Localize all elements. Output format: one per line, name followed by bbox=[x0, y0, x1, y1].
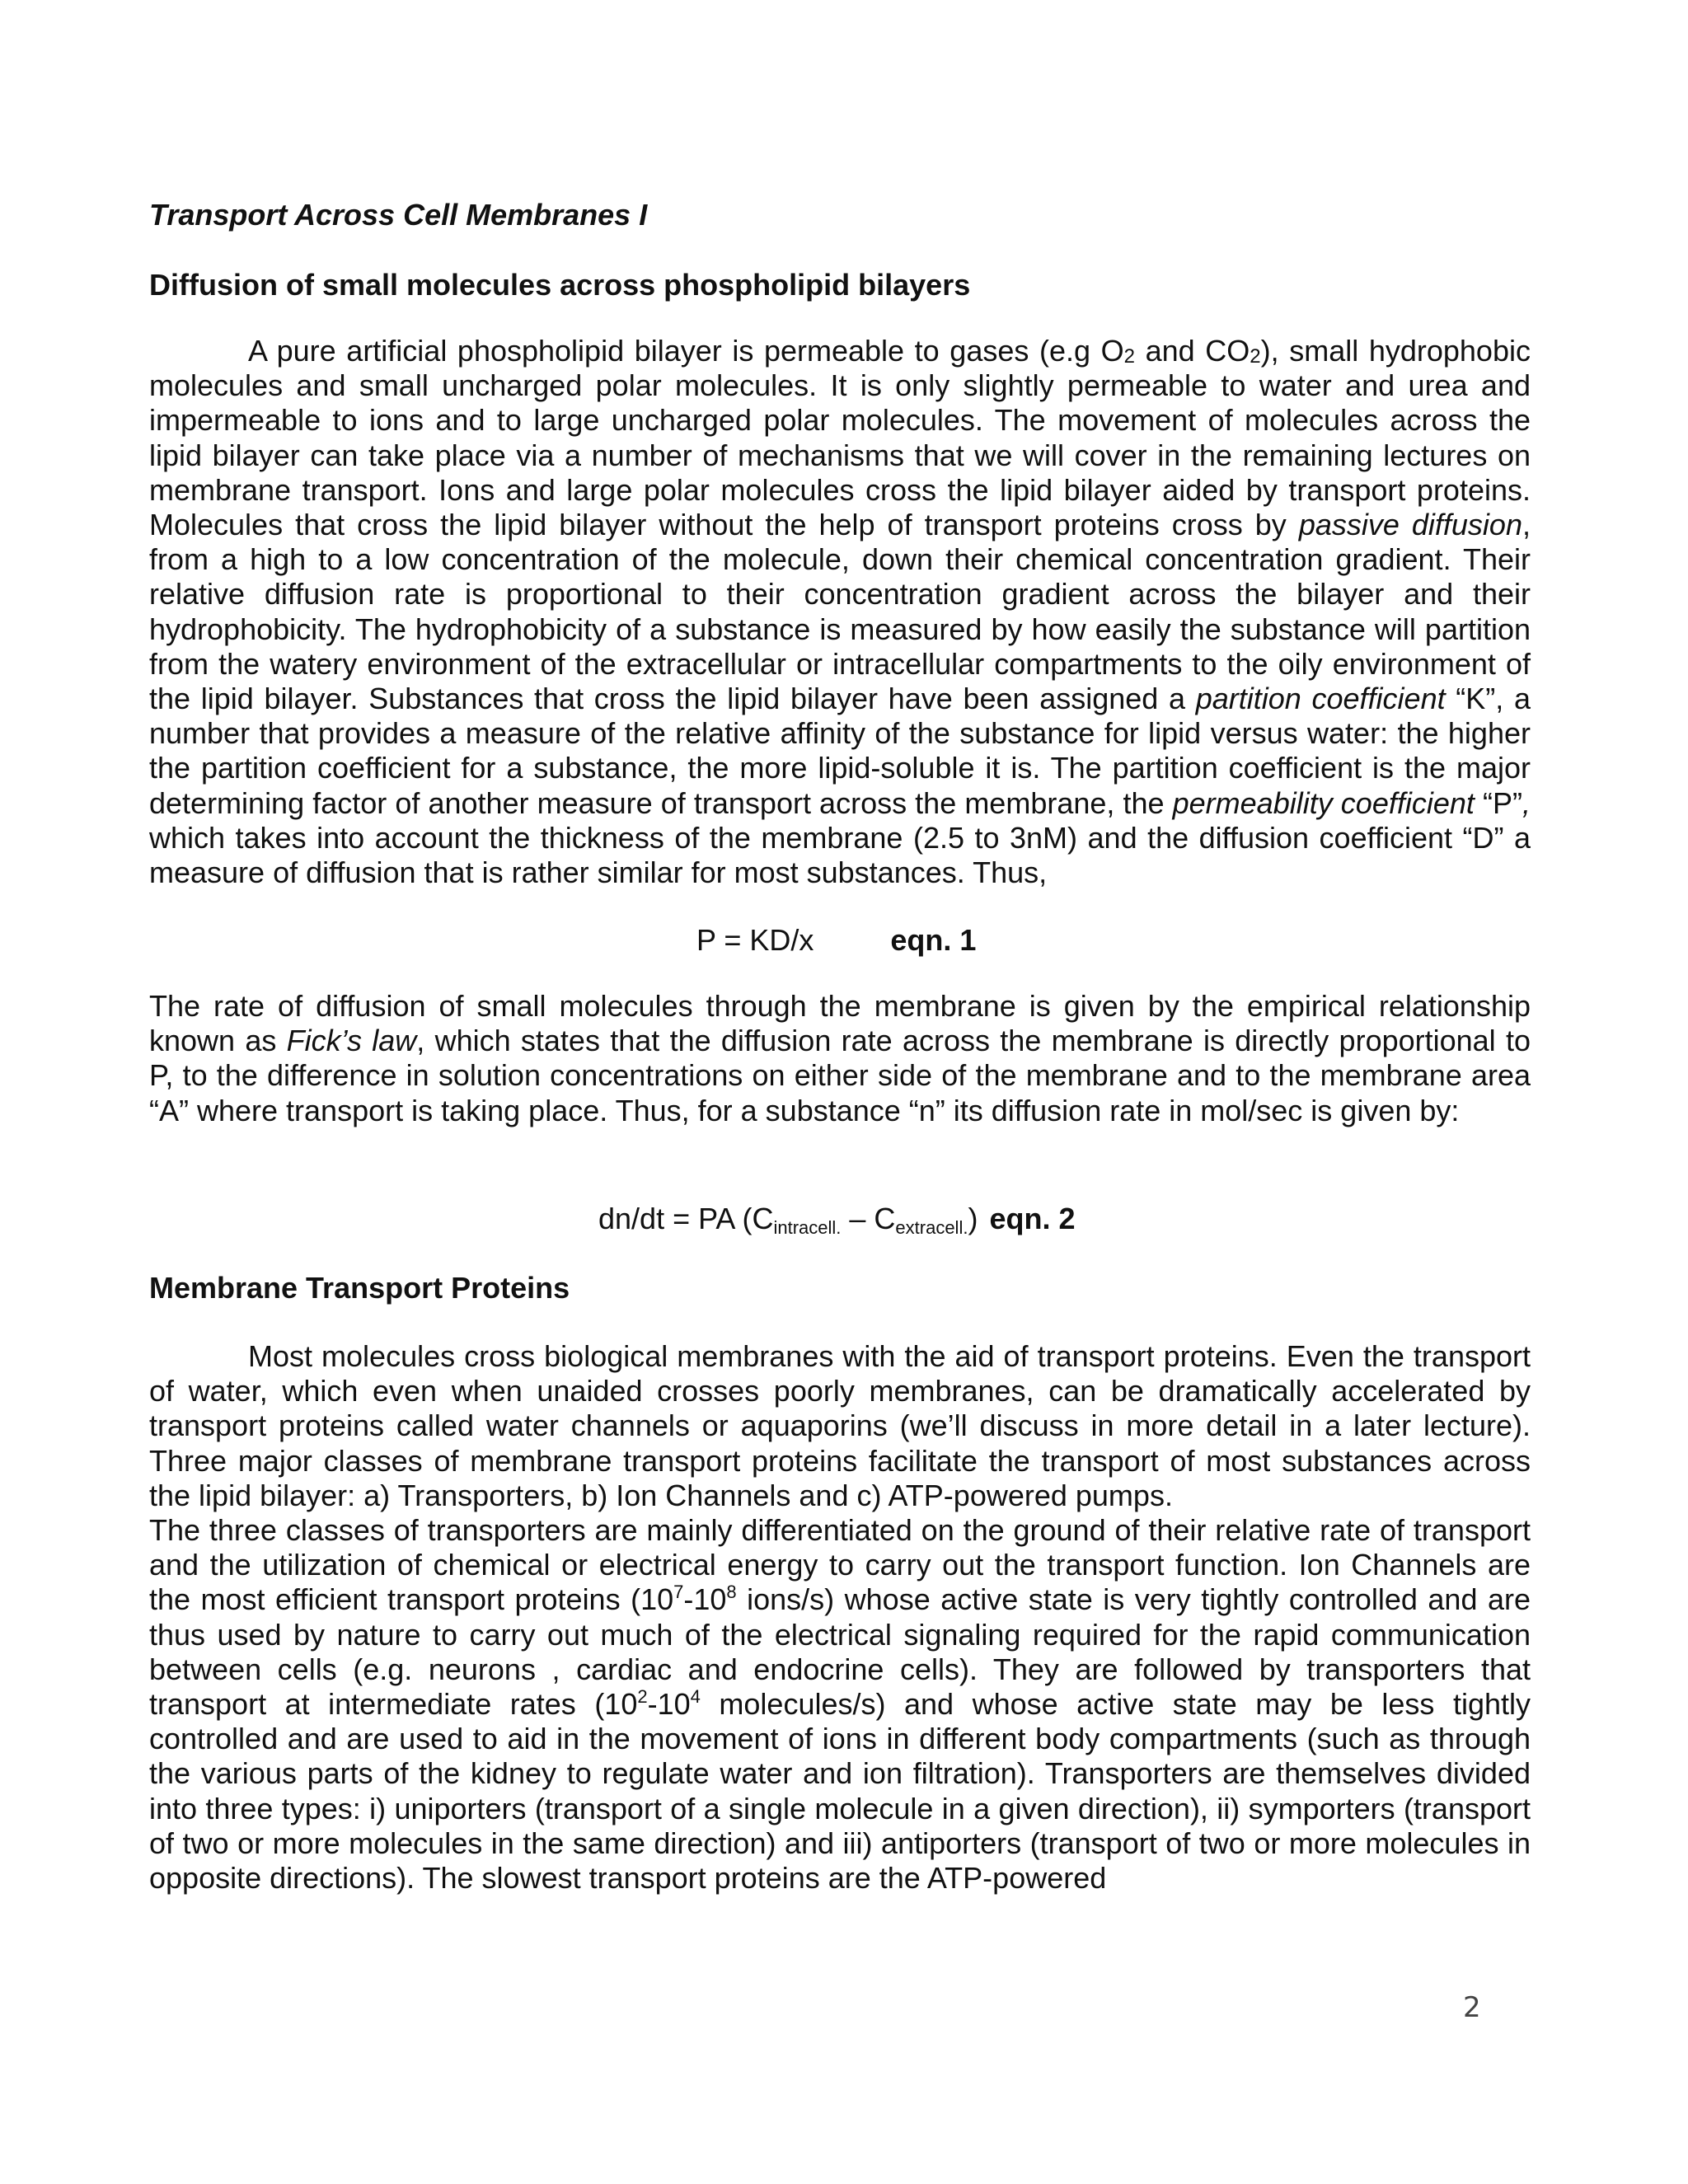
section-heading-diffusion: Diffusion of small molecules across phospholipid bilayers bbox=[149, 268, 971, 302]
equation-1-formula: P = KD/x bbox=[696, 923, 814, 957]
page-number: 2 bbox=[1463, 1991, 1481, 2024]
paragraph-diffusion: A pure artificial phospholipid bilayer is permeable to gases (e.g $O_2$ and $CO_2$), small hydrophobic molecules and small uncharged polar molecules. It is only slightly permeable to water and urea and impermeable to ions and to large uncharged polar molecules. The movement of molecules across the lipid bilayer can take place via a number of mechanisms that we will cover in the remaining lectures on membrane transport. Ions and large polar molecules cross the lipid bilayer aided by transport proteins. Molecules that cross the lipid bilayer without the help of transport proteins cross by passive diffusion, from a high to a low concentration of the molecule, down their chemical concentration gradient. Their relative diffusion rate is proportional to their concentration gradient across the bilayer and their hydrophobicity. The hydrophobicity of a substance is measured by how easily the substance will partition from the watery environment of the extracellular or intracellular compartments to the oily environment of the lipid bilayer. Substances that cross the lipid bilayer have been assigned a partition coefficient “K”, a number that provides a measure of the relative affinity of the substance for lipid versus water: the higher the partition coefficient for a substance, the more lipid-soluble it is. The partition coefficient is the major determining factor of another measure of transport across the membrane, the permeability coefficient “P”, which takes into account the thickness of the membrane (2.5 to 3nM) and the diffusion coefficient “D” a measure of diffusion that is rather similar for most substances. Thus, bbox=[149, 334, 1531, 890]
paragraph-transport-proteins: Most molecules cross biological membranes with the aid of transport proteins. Even the transport of water, which even when unaided crosses poorly membranes, can be dramatically accelerated by transport proteins called water channels or aquaporins (we’ll discuss in more detail in a later lecture). Three major classes of membrane transport proteins facilitate the transport of most substances across the lipid bilayer: a) Transporters, b) Ion Channels and c) ATP-powered pumps. bbox=[149, 1339, 1531, 1512]
paragraph-transporter-classes: The three classes of transporters are mainly differentiated on the ground of their relative rate of transport and the utilization of chemical or electrical energy to carry out the transport function. Ion Channels are the most efficient transport proteins ($10^7-10^8$ ions/s) whose active state is very tightly controlled and are thus used by nature to carry out much of the electrical signaling required for the rapid communication between cells (e.g. neurons , cardiac and endocrine cells). They are followed by transporters that transport at intermediate rates ($10^2-10^4$ molecules/s) and whose active state may be less tightly controlled and are used to aid in the movement of ions in different body compartments (such as through the various parts of the kidney to regulate water and ion filtration). Transporters are themselves divided into three types: i) uniporters (transport of a single molecule in a given direction), ii) symporters (transport of two or more molecules in the same direction) and iii) antiporters (transport of two or more molecules in opposite directions). The slowest transport proteins are the ATP-powered bbox=[149, 1513, 1531, 1896]
equation-1-label: eqn. 1 bbox=[890, 923, 977, 957]
section-heading-transport-proteins: Membrane Transport Proteins bbox=[149, 1271, 570, 1305]
equation-2: dn/dt = PA $(C_{intracell.} - C_{extracell.})$ eqn. 2 bbox=[598, 1202, 1076, 1238]
paragraph-ficks-law: The rate of diffusion of small molecules through the membrane is given by the empirical relationship known as Fick’s law, which states that the diffusion rate across the membrane is directly proportional to P, to the difference in solution concentrations on either side of the membrane and to the membrane area “A” where transport is taking place. Thus, for a substance “n” its diffusion rate in mol/sec is given by: bbox=[149, 989, 1531, 1127]
document-title: Transport Across Cell Membranes I bbox=[149, 198, 648, 232]
equation-1 bbox=[696, 923, 976, 958]
equation-2-label: eqn. 2 bbox=[989, 1202, 1076, 1235]
